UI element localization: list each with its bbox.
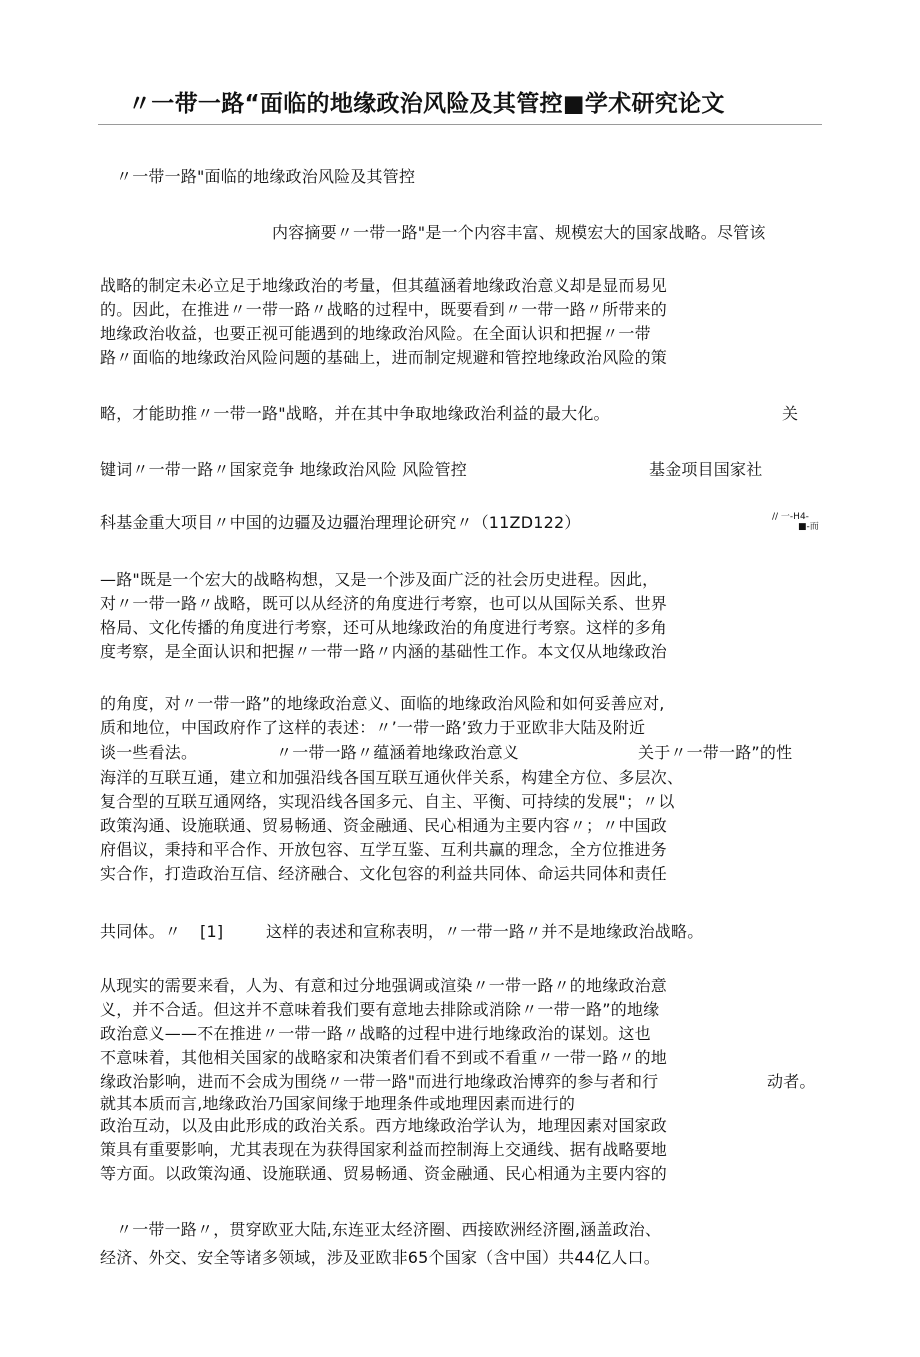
paragraph-line: 对〃一带一路〃战略，既可以从经济的角度进行考察，也可以从国际关系、世界 [100,594,668,613]
paragraph-line: 质和地位，中国政府作了这样的表述：〃’一带一路’致力于亚欧非大陆及附近 [100,718,646,737]
paragraph-line: 动者。 [767,1072,816,1091]
keywords-line: 键词〃一带一路〃国家竞争 地缘政治风险 风险管控 [100,460,467,479]
title-divider [98,124,822,125]
abstract-last-right: 关 [782,404,799,423]
paragraph-line: —路"既是一个宏大的战略构想，又是一个涉及面广泛的社会历史进程。因此， [100,570,659,589]
paragraph-line: 策具有重要影响，尤其表现在为获得国家利益而控制海上交通线、据有战略要地 [100,1140,668,1159]
article-subtitle: 〃一带一路"面临的地缘政治风险及其管控 [116,167,416,186]
fund-label: 基金项目国家社 [649,460,763,479]
paragraph-line: 政策沟通、设施联通、贸易畅通、资金融通、民心相通为主要内容〃；〃中国政 [100,816,668,835]
paragraph-line: 府倡议，秉持和平合作、开放包容、互学互鉴、互利共赢的理念，全方位推进务 [100,840,668,859]
paragraph-line: 就其本质而言,地缘政治乃国家间缘于地理条件或地理因素而进行的 [100,1094,576,1113]
paragraph-line: 度考察，是全面认识和把握〃一带一路〃内涵的基础性工作。本文仅从地缘政治 [100,642,668,661]
paragraph-line: 从现实的需要来看，人为、有意和过分地强调或渲染〃一带一路〃的地缘政治意 [100,976,668,995]
fund-project-line: 科基金重大项目〃中国的边疆及边疆治理理论研究〃（11ZD122） [100,513,581,532]
paragraph-line: 缘政治影响，进而不会成为围绕〃一带一路"而进行地缘政治博弈的参与者和行 [100,1072,659,1091]
paragraph-line: 的角度，对〃一带一路”的地缘政治意义、面临的地缘政治风险和如何妥善应对, [100,694,665,713]
paragraph-line: 实合作，打造政治互信、经济融合、文化包容的利益共同体、命运共同体和责任 [100,864,668,883]
paragraph-line: 共同体。〃 [100,922,182,941]
margin-note-bottom: ■-而 [798,522,819,532]
abstract-line: 路〃面临的地缘政治风险问题的基础上，进而制定规避和管控地缘政治风险的策 [100,348,668,367]
abstract-line: 战略的制定未必立足于地缘政治的考量，但其蕴涵着地缘政治意义却是显而易见 [100,276,668,295]
paragraph-line: 格局、文化传播的角度进行考察，还可从地缘政治的角度进行考察。这样的多角 [100,618,668,637]
paragraph-line: 义，并不合适。但这并不意味着我们要有意地去排除或消除〃一带一路”的地缘 [100,1000,660,1019]
citation-ref: [1] [200,922,224,941]
abstract-line: 的。因此，在推进〃一带一路〃战略的过程中，既要看到〃一带一路〃所带来的 [100,300,668,319]
paragraph-line: 海洋的互联互通，建立和加强沿线各国互联互通伙伴关系，构建全方位、多层次、 [100,768,684,787]
paragraph-line: 复合型的互联互通网络，实现沿线各国多元、自主、平衡、可持续的发展"；〃以 [100,792,675,811]
abstract-lead: 内容摘要〃一带一路"是一个内容丰富、规模宏大的国家战略。尽管该 [272,223,766,242]
paragraph-line: 关于〃一带一路”的性 [638,743,793,762]
paragraph-line: 等方面。以政策沟通、设施联通、贸易畅通、资金融通、民心相通为主要内容的 [100,1164,668,1183]
document-title: 〃一带一路“面临的地缘政治风险及其管控■学术研究论文 [128,91,725,117]
paragraph-line: 〃一带一路〃，贯穿欧亚大陆,东连亚太经济圈、西接欧洲经济圈,涵盖政治、 [116,1220,662,1239]
paragraph-line: 谈一些看法。 [100,743,198,762]
margin-note-top: // 一-H4- [772,512,809,522]
paragraph-line: 这样的表述和宣称表明，〃一带一路〃并不是地缘政治战略。 [266,922,704,941]
paragraph-line: 政治意义——不在推进〃一带一路〃战略的过程中进行地缘政治的谋划。这也 [100,1024,651,1043]
abstract-line: 地缘政治收益，也要正视可能遇到的地缘政治风险。在全面认识和把握〃一带 [100,324,651,343]
section-heading: 〃一带一路〃蕴涵着地缘政治意义 [276,743,520,762]
paragraph-line: 经济、外交、安全等诸多领域，涉及亚欧非65个国家（含中国）共44亿人口。 [100,1248,660,1267]
paragraph-line: 政治互动，以及由此形成的政治关系。西方地缘政治学认为，地理因素对国家政 [100,1116,668,1135]
paragraph-line: 不意味着，其他相关国家的战略家和决策者们看不到或不看重〃一带一路〃的地 [100,1048,668,1067]
abstract-last-line: 略，才能助推〃一带一路"战略，并在其中争取地缘政治利益的最大化。 [100,404,610,423]
